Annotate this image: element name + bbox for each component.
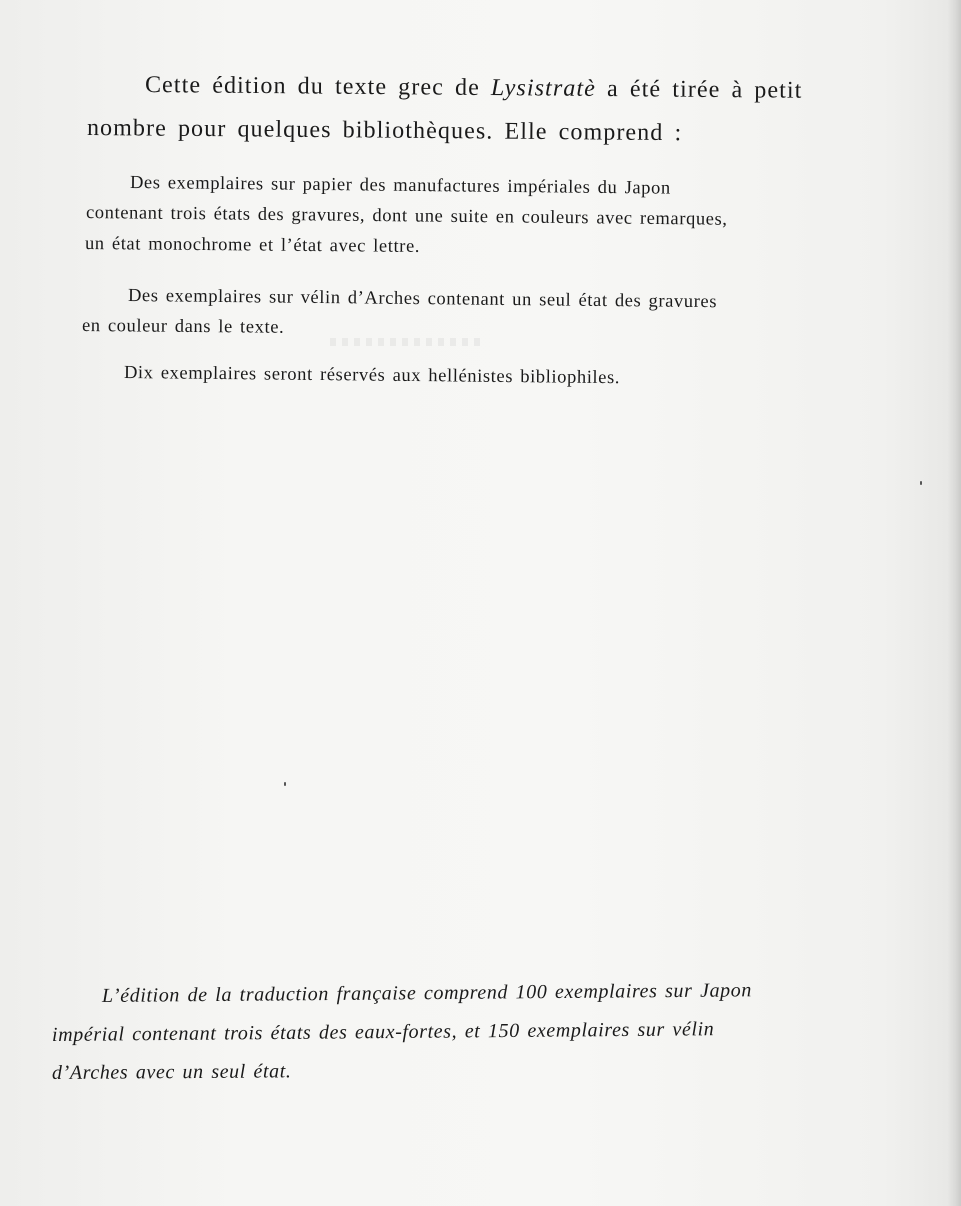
reserved-line-1: Dix exemplaires seront réservés aux hellénistes bibliophiles.: [123, 363, 621, 389]
paper-speck: [920, 481, 922, 485]
translation-line-1: L’édition de la traduction française comprend 100 exemplaires sur Japon: [101, 979, 753, 1007]
intro-line-1: [145, 72, 803, 105]
translation-line-2: impérial contenant trois états des eaux-fortes, et 150 exemplaires sur vélin: [51, 1018, 715, 1046]
intro-title-lysistrate: Lysistratè: [490, 75, 597, 102]
show-through-print: [330, 338, 480, 346]
arches-line-2: en couleur dans le texte.: [81, 316, 285, 338]
japon-line-2: contenant trois états des gravures, dont une suite en couleurs avec remarques,: [85, 203, 728, 230]
paper-speck: [284, 782, 286, 786]
japon-line-3: un état monochrome et l’état avec lettre.: [84, 234, 421, 257]
intro-text-before-title: Cette édition du texte grec de: [144, 72, 492, 102]
intro-line-2: nombre pour quelques bibliothèques. Elle comprend :: [86, 115, 683, 147]
japon-line-1: Des exemplaires sur papier des manufactures impériales du Japon: [129, 173, 671, 199]
arches-line-1: Des exemplaires sur vélin d’Arches contenant un seul état des gravures: [127, 286, 718, 313]
page-edge-shadow: [947, 0, 961, 1206]
intro-text-after-title: a été tirée à petit: [595, 75, 803, 104]
translation-line-3: d’Arches avec un seul état.: [51, 1060, 292, 1084]
